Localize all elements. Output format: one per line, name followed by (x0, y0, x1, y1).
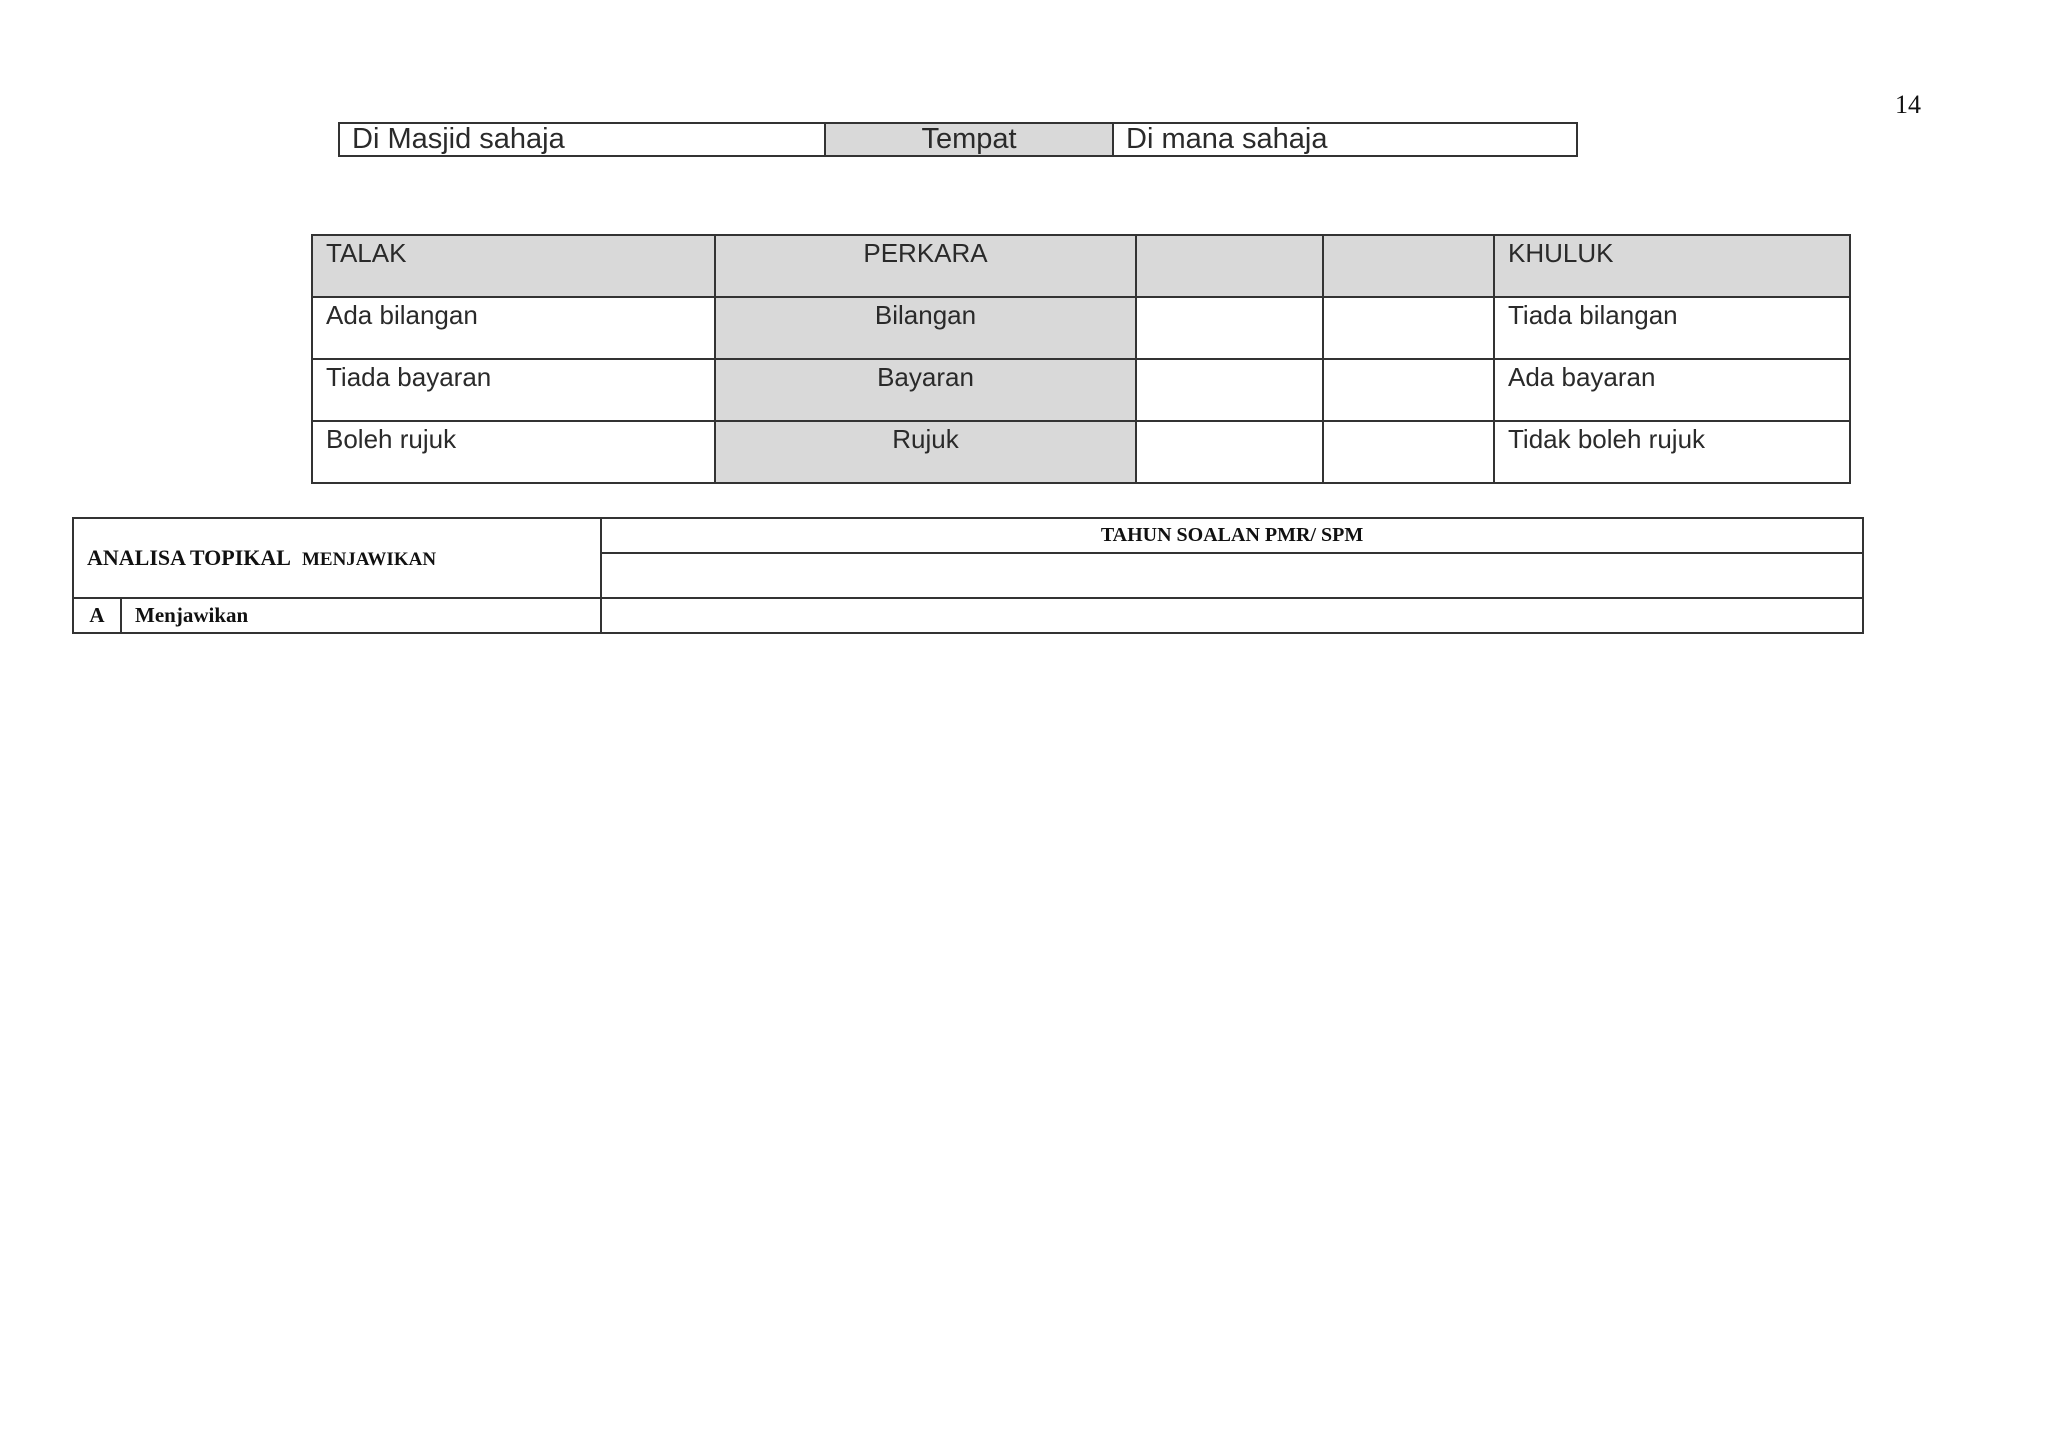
tempat-perkara-cell: Tempat (825, 123, 1113, 156)
perkara-cell: Bayaran (715, 359, 1136, 421)
talak-cell: Tiada bayaran (312, 359, 715, 421)
empty-cell (601, 598, 1863, 633)
perkara-cell: Bilangan (715, 297, 1136, 359)
khuluk-cell: Tidak boleh rujuk (1494, 421, 1850, 483)
table-header-row (312, 235, 1850, 297)
table-row (312, 421, 1850, 483)
header-empty-cell (1136, 235, 1323, 297)
table-row (73, 598, 1863, 633)
talak-cell: Boleh rujuk (312, 421, 715, 483)
khuluk-cell: Tiada bilangan (1494, 297, 1850, 359)
empty-cell (1323, 359, 1494, 421)
analisa-title: ANALISA TOPIKAL (87, 545, 291, 570)
table-row (73, 518, 1863, 553)
header-empty-cell (1323, 235, 1494, 297)
comparison-table (311, 234, 1851, 484)
empty-cell (1136, 359, 1323, 421)
item-letter: A (73, 598, 121, 633)
table-row (312, 297, 1850, 359)
analisa-topikal-table (72, 517, 1864, 634)
analisa-subtitle: MENJAWIKAN (301, 549, 437, 570)
tempat-table (338, 122, 1578, 157)
table-row (312, 359, 1850, 421)
talak-cell: Ada bilangan (312, 297, 715, 359)
empty-cell (601, 553, 1863, 598)
empty-cell (1323, 297, 1494, 359)
header-khuluk: KHULUK (1494, 235, 1850, 297)
empty-cell (1136, 297, 1323, 359)
tahun-soalan-header: TAHUN SOALAN PMR/ SPM (601, 518, 1863, 553)
analisa-title-cell (73, 518, 601, 598)
header-talak: TALAK (312, 235, 715, 297)
empty-cell (1323, 421, 1494, 483)
tempat-khuluk-cell: Di mana sahaja (1113, 123, 1577, 156)
header-perkara: PERKARA (715, 235, 1136, 297)
empty-cell (1136, 421, 1323, 483)
khuluk-cell: Ada bayaran (1494, 359, 1850, 421)
item-label: Menjawikan (121, 598, 601, 633)
table-row (339, 123, 1577, 156)
page-number: 14 (1895, 90, 1921, 119)
tempat-talak-cell: Di Masjid sahaja (339, 123, 825, 156)
perkara-cell: Rujuk (715, 421, 1136, 483)
